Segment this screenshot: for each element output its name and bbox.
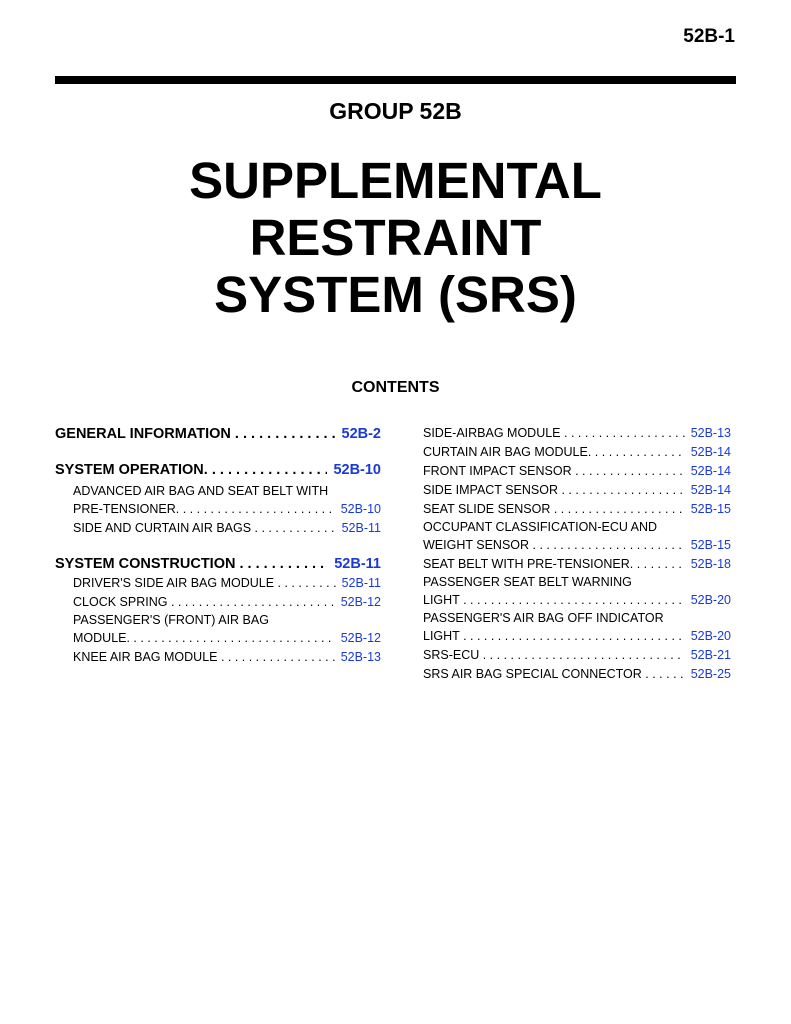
toc-entry-front-impact-sensor[interactable] [423,462,731,481]
toc-page-link[interactable]: 52B-14 [690,464,731,478]
page-number: 52B-1 [683,26,735,47]
toc-label-line1: PASSENGER'S AIR BAG OFF INDICATOR [423,611,664,625]
toc-label: GENERAL INFORMATION . . . [55,424,336,444]
toc-label: SYSTEM CONSTRUCTION . . . [55,554,328,574]
toc-label: DRIVER'S SIDE AIR BAG MODULE . . . [73,574,336,593]
toc-entry-knee-air-bag-module[interactable] [55,648,381,667]
toc-page-link[interactable]: 52B-20 [690,629,731,643]
toc-page-link[interactable]: 52B-14 [690,483,731,497]
toc-entry-general-information[interactable] [55,424,381,444]
toc-label: PRE-TENSIONER. . . . [73,500,335,519]
toc-page-link[interactable]: 52B-15 [690,502,731,516]
toc-label: FRONT IMPACT SENSOR . . . [423,462,685,481]
toc-page-link[interactable]: 52B-20 [690,593,731,607]
group-heading: GROUP 52B [329,98,462,124]
toc-entry-advanced-air-bag[interactable] [55,500,381,519]
toc-entry-weight-sensor[interactable] [423,536,731,555]
title-line-2: RESTRAINT [249,209,542,266]
header-rule [55,76,736,84]
toc-page-link[interactable]: 52B-2 [341,426,381,442]
toc-label: LIGHT . . . [423,627,685,646]
toc-entry-side-airbag-module[interactable] [423,424,731,443]
toc-entry-curtain-air-bag-module[interactable] [423,443,731,462]
toc-label: SRS AIR BAG SPECIAL CONNECTOR . . . [423,665,685,684]
toc-left-column [55,424,381,667]
toc-entry-drivers-air-bag-module[interactable] [55,574,381,593]
toc-label-line1: ADVANCED AIR BAG AND SEAT BELT WITH [73,484,329,498]
toc-entry-seat-slide-sensor[interactable] [423,500,731,519]
toc-page-link[interactable]: 52B-11 [341,521,381,535]
contents-heading: CONTENTS [351,379,440,396]
toc-entry-side-impact-sensor[interactable] [423,481,731,500]
toc-entry-seat-belt-pre-tensioner[interactable] [423,555,731,574]
toc-page-link[interactable]: 52B-11 [341,576,381,590]
toc-label: WEIGHT SENSOR . . . [423,536,685,555]
toc-label-line1: OCCUPANT CLASSIFICATION-ECU AND [423,520,658,534]
toc-page-link[interactable]: 52B-12 [340,595,381,609]
toc-entry-seat-belt-warning-light[interactable] [423,591,731,610]
toc-page-link[interactable]: 52B-10 [340,502,381,516]
toc-right-column [423,424,731,684]
toc-label: SIDE IMPACT SENSOR . . . [423,481,685,500]
toc-label-line1: PASSENGER'S (FRONT) AIR BAG [73,613,269,627]
toc-label: SEAT BELT WITH PRE-TENSIONER. . . . [423,555,685,574]
toc-page-link[interactable]: 52B-12 [340,631,381,645]
toc-entry-passengers-air-bag-module[interactable] [55,629,381,648]
toc-entry-clock-spring[interactable] [55,593,381,612]
toc-label: SEAT SLIDE SENSOR . . . [423,500,685,519]
toc-page-link[interactable]: 52B-14 [690,445,731,459]
toc-page-link[interactable]: 52B-21 [690,648,731,662]
toc-label: CURTAIN AIR BAG MODULE. . . . [423,443,685,462]
toc-label-line1: PASSENGER SEAT BELT WARNING [423,575,632,589]
toc-label: CLOCK SPRING . . . [73,593,335,612]
toc-page-link[interactable]: 52B-13 [690,426,731,440]
toc-label: SYSTEM OPERATION. . . . [55,460,327,480]
toc-page-link[interactable]: 52B-11 [334,556,381,572]
toc-page-link[interactable]: 52B-15 [690,538,731,552]
toc-label: SRS-ECU . . . [423,646,685,665]
toc-entry-srs-ecu[interactable] [423,646,731,665]
toc-entry-system-operation[interactable] [55,460,381,480]
toc-page-link[interactable]: 52B-25 [690,667,731,681]
page-title [0,152,791,323]
toc-label: LIGHT . . . [423,591,685,610]
toc-entry-side-curtain-air-bags[interactable] [55,519,381,538]
toc-entry-system-construction[interactable] [55,554,381,574]
toc-entry-special-connector[interactable] [423,665,731,684]
title-line-3: SYSTEM (SRS) [214,266,577,323]
toc-entry-air-bag-off-indicator-light[interactable] [423,627,731,646]
toc-page-link[interactable]: 52B-18 [690,557,731,571]
toc-page-link[interactable]: 52B-13 [340,650,381,664]
toc-label: SIDE-AIRBAG MODULE . . . [423,424,685,443]
toc-label: MODULE. . . . [73,629,335,648]
toc-label: KNEE AIR BAG MODULE . . . [73,648,335,667]
title-line-1: SUPPLEMENTAL [189,152,602,209]
toc-page-link[interactable]: 52B-10 [333,462,381,478]
toc-label: SIDE AND CURTAIN AIR BAGS . . . [73,519,336,538]
